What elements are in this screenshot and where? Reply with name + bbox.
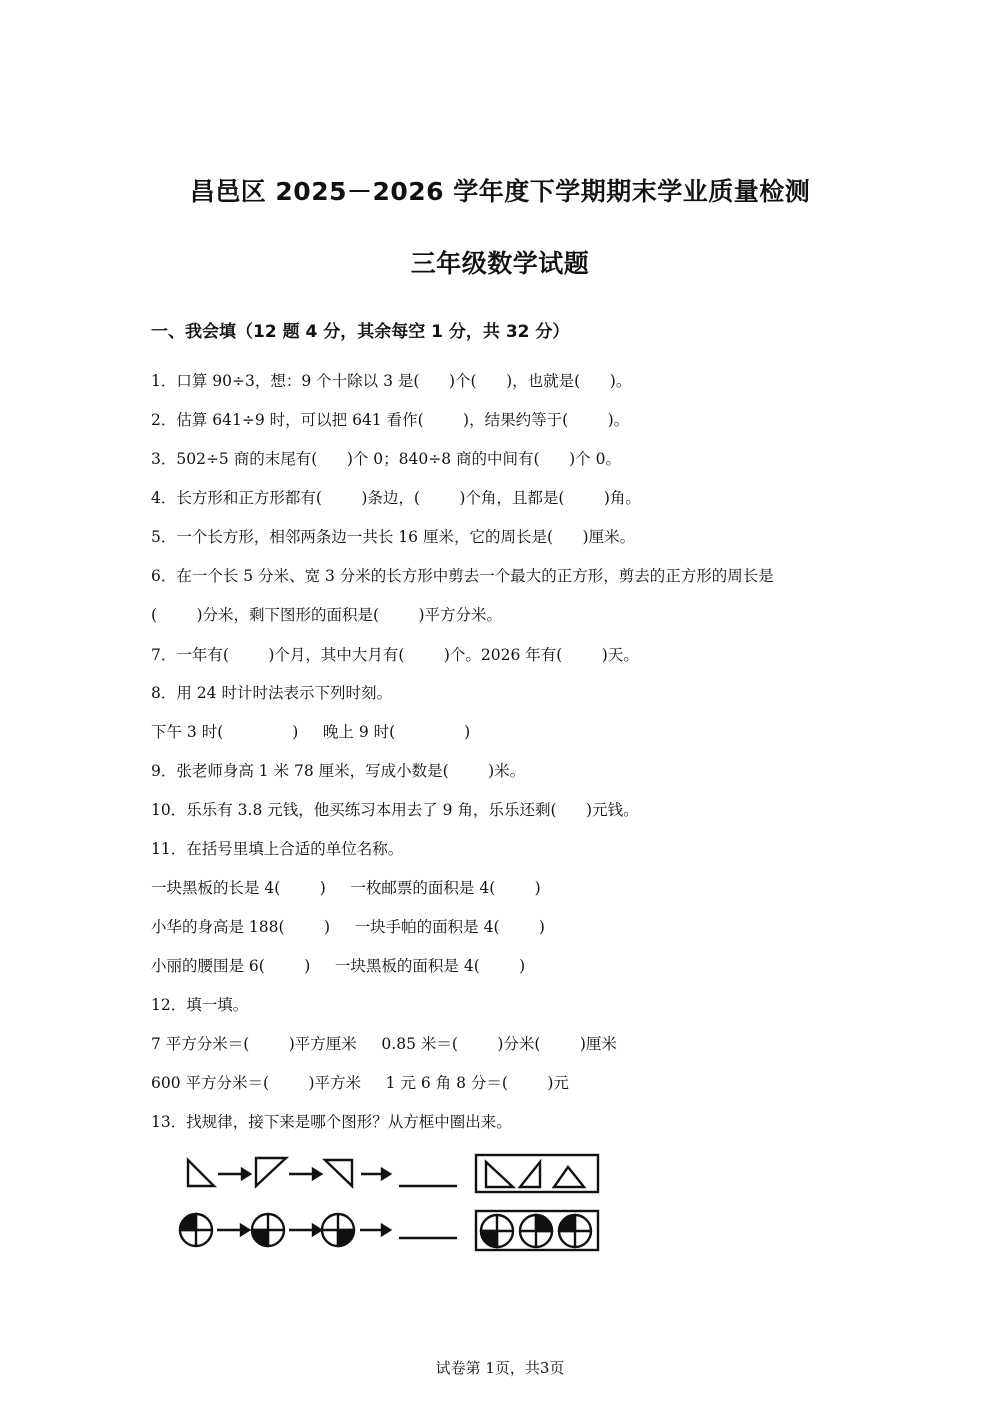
question-1: 1．口算 90÷3，想：9 个十除以 3 是( )个( )，也就是( )。	[151, 372, 632, 390]
question-10: 10．乐乐有 3.8 元钱，他买练习本用去了 9 角，乐乐还剩( )元钱。	[151, 801, 639, 819]
question-2: 2．估算 641÷9 时，可以把 641 看作( )，结果约等于( )。	[151, 411, 630, 429]
arrow-icon	[361, 1169, 390, 1179]
arrow-icon	[218, 1169, 250, 1179]
question-9: 9．张老师身高 1 米 78 厘米，写成小数是( )米。	[151, 762, 526, 780]
question-7: 7．一年有( )个月，其中大月有( )个。2026 年有( )天。	[151, 646, 639, 664]
question-6: 6．在一个长 5 分米、宽 3 分米的长方形中剪去一个最大的正方形，剪去的正方形的周长是	[151, 567, 774, 585]
triangle-icon	[188, 1160, 214, 1186]
circle-quadrant-icon	[252, 1214, 284, 1246]
triangle-icon	[520, 1162, 540, 1187]
pattern-figure	[170, 1150, 610, 1264]
triangle-icon	[486, 1162, 513, 1187]
question-4: 4．长方形和正方形都有( )条边，( )个角，且都是( )角。	[151, 489, 641, 507]
triangle-icon	[554, 1167, 584, 1187]
triangle-icon	[256, 1158, 286, 1186]
arrow-icon	[360, 1225, 390, 1235]
page-subtitle: 三年级数学试题	[410, 249, 590, 278]
question-8: 8．用 24 时计时法表示下列时刻。	[151, 684, 392, 702]
question-11-row-2: 小华的身高是 188( ) 一块手帕的面积是 4( )	[151, 918, 545, 936]
question-12-row-2: 600 平方分米＝( )平方米 1 元 6 角 8 分＝( )元	[151, 1074, 569, 1092]
question-12-row-1: 7 平方分米＝( )平方厘米 0.85 米＝( )分米( )厘米	[151, 1035, 617, 1053]
circle-quadrant-icon	[559, 1215, 591, 1247]
arrow-icon	[289, 1225, 321, 1235]
circle-quadrant-icon	[180, 1214, 212, 1246]
question-11: 11．在括号里填上合适的单位名称。	[151, 840, 404, 858]
question-6-continued: ( )分米，剩下图形的面积是( )平方分米。	[151, 606, 503, 624]
circle-quadrant-icon	[520, 1215, 552, 1247]
question-5: 5．一个长方形，相邻两条边一共长 16 厘米，它的周长是( )厘米。	[151, 528, 636, 546]
question-3: 3．502÷5 商的末尾有( )个 0；840÷8 商的中间有( )个 0。	[151, 450, 621, 468]
question-12: 12．填一填。	[151, 996, 249, 1014]
question-11-row-1: 一块黑板的长是 4( ) 一枚邮票的面积是 4( )	[151, 879, 541, 897]
triangle-icon	[325, 1160, 352, 1186]
question-11-row-3: 小丽的腰围是 6( ) 一块黑板的面积是 4( )	[151, 957, 526, 975]
question-8-items: 下午 3 时( ) 晚上 9 时( )	[151, 723, 471, 741]
arrow-icon	[217, 1225, 249, 1235]
options-box	[476, 1155, 598, 1192]
arrow-icon	[289, 1169, 321, 1179]
question-13: 13．找规律，接下来是哪个图形？从方框中圈出来。	[151, 1113, 512, 1131]
circle-quadrant-icon	[481, 1215, 513, 1247]
section-heading: 一、我会填（12 题 4 分，其余每空 1 分，共 32 分）	[151, 322, 570, 342]
page-title: 昌邑区 2025－2026 学年度下学期期末学业质量检测	[189, 177, 811, 206]
options-box	[476, 1211, 598, 1250]
circle-quadrant-icon	[322, 1214, 354, 1246]
page-footer: 试卷第 1页，共3页	[435, 1359, 565, 1377]
